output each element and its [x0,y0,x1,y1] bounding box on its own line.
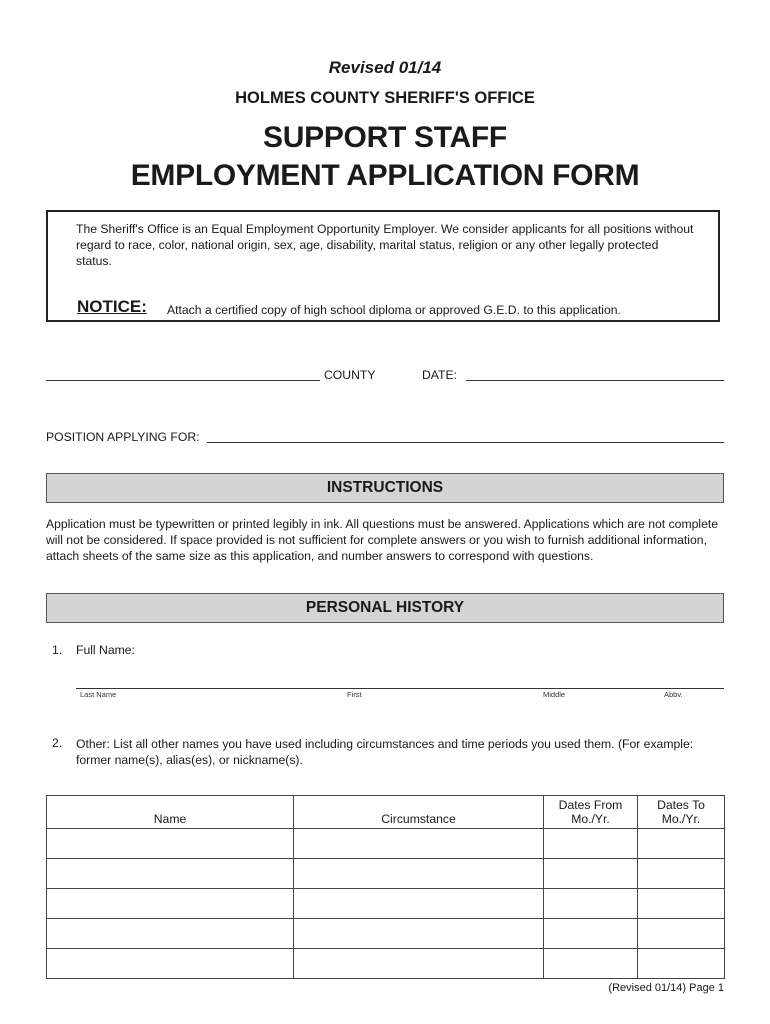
dates-to-cell[interactable] [638,889,725,919]
name-cell[interactable] [47,889,294,919]
personal-history-heading: PERSONAL HISTORY [46,593,724,623]
circumstance-cell[interactable] [294,889,544,919]
header-dates-from: Dates From Mo./Yr. [544,796,638,829]
middle-name-caption: Middle [543,690,566,699]
circumstance-cell[interactable] [294,829,544,859]
notice-label: NOTICE: [77,297,147,316]
question-1-number: 1. [52,643,63,657]
office-name: HOLMES COUNTY SHERIFF'S OFFICE [235,89,535,107]
dates-from-cell[interactable] [544,829,638,859]
last-name-caption: Last Name [80,690,117,699]
dates-to-cell[interactable] [638,859,725,889]
eeo-notice-box [46,210,720,322]
dates-from-cell[interactable] [544,919,638,949]
dates-from-cell[interactable] [544,949,638,979]
name-cell[interactable] [47,829,294,859]
other-names-table [46,795,725,979]
dates-to-cell[interactable] [638,829,725,859]
table-row [47,859,725,889]
instructions-text: Application must be typewritten or printed legibly in ink. All questions must be answered. Applications which are not complete will not be considered. If space provided is not sufficient for complete answers or you wish to furnish additional information, attach sheets of the same size as this application, and number answers to correspond with questions. [46,517,719,563]
revision-note: Revised 01/14 [328,58,442,77]
position-label: POSITION APPLYING FOR: [46,430,200,444]
circumstance-cell[interactable] [294,949,544,979]
instructions-heading: INSTRUCTIONS [46,473,724,503]
date-field[interactable] [466,380,724,381]
form-title-line2: EMPLOYMENT APPLICATION FORM [130,159,640,192]
header-name: Name [47,796,294,829]
table-header-row [47,796,725,829]
full-name-field[interactable] [76,688,724,689]
dates-from-cell[interactable] [544,889,638,919]
circumstance-cell[interactable] [294,859,544,889]
county-label: COUNTY [324,368,376,382]
form-title-line1: SUPPORT STAFF [263,121,507,154]
first-name-caption: First [347,690,362,699]
full-name-label: Full Name: [76,643,135,657]
circumstance-cell[interactable] [294,919,544,949]
name-cell[interactable] [47,919,294,949]
position-field[interactable] [207,442,724,443]
table-row [47,829,725,859]
other-names-question: Other: List all other names you have used including circumstances and time periods you used them. (For example: former name(s), alias(es), or nickname(s). [76,737,694,767]
question-2-number: 2. [52,736,63,750]
name-cell[interactable] [47,859,294,889]
page-footer: (Revised 01/14) Page 1 [608,982,724,994]
dates-to-cell[interactable] [638,919,725,949]
notice-text: Attach a certified copy of high school diploma or approved G.E.D. to this application. [167,303,621,317]
table-row [47,889,725,919]
table-row [47,919,725,949]
header-circumstance: Circumstance [294,796,544,829]
dates-from-cell[interactable] [544,859,638,889]
date-label: DATE: [422,368,457,382]
header-dates-to: Dates To Mo./Yr. [638,796,725,829]
county-name-field[interactable] [46,380,320,381]
table-row [47,949,725,979]
dates-to-cell[interactable] [638,949,725,979]
name-cell[interactable] [47,949,294,979]
abbreviation-caption: Abbv. [664,690,683,699]
eeo-statement: The Sheriff's Office is an Equal Employment Opportunity Employer. We consider applicants for all positions without regard to race, color, national origin, sex, age, disability, marital status, religion or any other legally protected status. [76,222,694,268]
